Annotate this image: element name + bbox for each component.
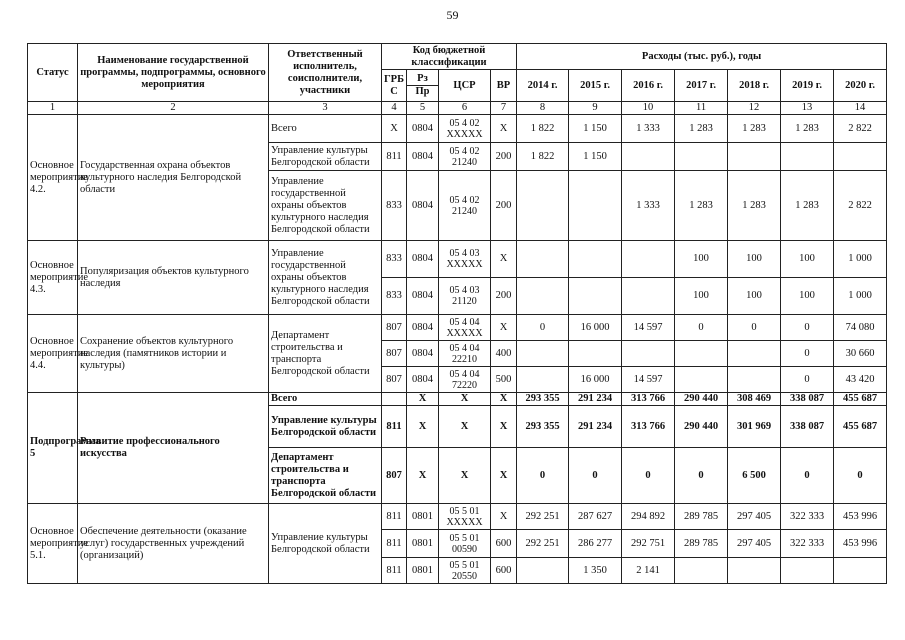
grbs-cell: 833 xyxy=(382,241,407,278)
value-cell xyxy=(728,367,781,393)
value-cell xyxy=(569,341,622,367)
measure-name: Развитие профессионального искусства xyxy=(78,393,269,504)
responsible-cell: Управление государственной охраны объектов культурного наследия Белгородской области xyxy=(269,171,382,241)
value-cell: 455 687 xyxy=(834,406,887,448)
value-cell: 338 087 xyxy=(781,393,834,406)
value-cell xyxy=(675,341,728,367)
header-year: 2016 г. xyxy=(622,70,675,102)
budget-table xyxy=(27,43,887,584)
value-cell: 1 283 xyxy=(728,115,781,143)
grbs-cell: 811 xyxy=(382,558,407,584)
value-cell: 1 283 xyxy=(675,115,728,143)
responsible-cell: Управление культуры Белгородской области xyxy=(269,406,382,448)
value-cell: 322 333 xyxy=(781,530,834,558)
value-cell xyxy=(675,367,728,393)
value-cell: 287 627 xyxy=(569,504,622,530)
value-cell xyxy=(569,278,622,315)
vr-cell: X xyxy=(491,315,517,341)
column-number: 1 xyxy=(28,102,78,115)
csr-cell: X xyxy=(439,406,491,448)
value-cell: 290 440 xyxy=(675,406,728,448)
csr-cell: 05 4 04 XXXXX xyxy=(439,315,491,341)
rz-cell: 0801 xyxy=(407,530,439,558)
column-number: 10 xyxy=(622,102,675,115)
column-number: 2 xyxy=(78,102,269,115)
vr-cell: 600 xyxy=(491,530,517,558)
value-cell: 301 969 xyxy=(728,406,781,448)
grbs-cell: 833 xyxy=(382,278,407,315)
value-cell: 0 xyxy=(834,448,887,504)
value-cell: 338 087 xyxy=(781,406,834,448)
vr-cell: X xyxy=(491,115,517,143)
value-cell xyxy=(517,558,569,584)
grbs-cell xyxy=(382,393,407,406)
value-cell xyxy=(569,241,622,278)
value-cell: 289 785 xyxy=(675,504,728,530)
value-cell xyxy=(834,143,887,171)
value-cell xyxy=(622,241,675,278)
responsible-cell: Управление культуры Белгородской области xyxy=(269,143,382,171)
grbs-cell: 811 xyxy=(382,504,407,530)
grbs-cell: 807 xyxy=(382,341,407,367)
value-cell: 313 766 xyxy=(622,393,675,406)
value-cell: 455 687 xyxy=(834,393,887,406)
value-cell: 43 420 xyxy=(834,367,887,393)
column-number-row xyxy=(28,102,887,115)
vr-cell: X xyxy=(491,448,517,504)
value-cell: 0 xyxy=(781,341,834,367)
header-rz: Рз Пр xyxy=(407,70,439,102)
value-cell xyxy=(517,341,569,367)
value-cell: 1 000 xyxy=(834,278,887,315)
csr-cell: 05 4 04 72220 xyxy=(439,367,491,393)
value-cell: 14 597 xyxy=(622,315,675,341)
header-expenses: Расходы (тыс. руб.), годы xyxy=(517,44,887,70)
csr-cell: 05 4 03 XXXXX xyxy=(439,241,491,278)
column-number: 8 xyxy=(517,102,569,115)
csr-cell: X xyxy=(439,448,491,504)
column-number: 13 xyxy=(781,102,834,115)
header-year: 2015 г. xyxy=(569,70,622,102)
grbs-cell: X xyxy=(382,115,407,143)
value-cell: 0 xyxy=(675,448,728,504)
column-number: 9 xyxy=(569,102,622,115)
value-cell: 297 405 xyxy=(728,530,781,558)
vr-cell: 600 xyxy=(491,558,517,584)
header-year: 2017 г. xyxy=(675,70,728,102)
value-cell: 0 xyxy=(517,315,569,341)
grbs-cell: 811 xyxy=(382,406,407,448)
measure-name: Государственная охрана объектов культурного наследия Белгородской области xyxy=(78,115,269,241)
header-responsible: Ответственный исполнитель, соисполнители, участники xyxy=(269,44,382,102)
csr-cell: 05 5 01 XXXXX xyxy=(439,504,491,530)
value-cell: 293 355 xyxy=(517,406,569,448)
csr-cell: 05 4 02 21240 xyxy=(439,143,491,171)
value-cell xyxy=(675,558,728,584)
value-cell xyxy=(622,143,675,171)
value-cell: 1 150 xyxy=(569,143,622,171)
value-cell: 293 355 xyxy=(517,393,569,406)
rz-cell: X xyxy=(407,406,439,448)
rz-cell: 0804 xyxy=(407,367,439,393)
value-cell: 2 141 xyxy=(622,558,675,584)
value-cell: 74 080 xyxy=(834,315,887,341)
value-cell: 1 000 xyxy=(834,241,887,278)
column-number: 7 xyxy=(491,102,517,115)
vr-cell: X xyxy=(491,241,517,278)
header-status: Статус xyxy=(28,44,78,102)
value-cell: 1 283 xyxy=(675,171,728,241)
status-cell: Основное мероприятие 5.1. xyxy=(28,504,78,584)
value-cell: 292 751 xyxy=(622,530,675,558)
value-cell: 100 xyxy=(728,241,781,278)
header-name: Наименование государственной программы, подпрограммы, основного мероприятия xyxy=(78,44,269,102)
value-cell xyxy=(517,367,569,393)
value-cell xyxy=(517,171,569,241)
column-number: 5 xyxy=(407,102,439,115)
value-cell xyxy=(622,278,675,315)
rz-cell: 0801 xyxy=(407,504,439,530)
value-cell: 313 766 xyxy=(622,406,675,448)
measure-name: Популяризация объектов культурного наследия xyxy=(78,241,269,315)
value-cell xyxy=(517,241,569,278)
vr-cell: X xyxy=(491,406,517,448)
grbs-cell: 807 xyxy=(382,367,407,393)
responsible-cell: Всего xyxy=(269,393,382,406)
value-cell: 100 xyxy=(675,241,728,278)
value-cell: 100 xyxy=(675,278,728,315)
responsible-cell: Департамент строительства и транспорта Белгородской области xyxy=(269,448,382,504)
grbs-cell: 811 xyxy=(382,143,407,171)
rz-cell: 0804 xyxy=(407,278,439,315)
vr-cell: 200 xyxy=(491,171,517,241)
value-cell: 289 785 xyxy=(675,530,728,558)
value-cell: 453 996 xyxy=(834,504,887,530)
vr-cell: 400 xyxy=(491,341,517,367)
value-cell: 0 xyxy=(622,448,675,504)
rz-cell: 0804 xyxy=(407,341,439,367)
value-cell xyxy=(675,143,728,171)
header-csr: ЦСР xyxy=(439,70,491,102)
value-cell: 292 251 xyxy=(517,530,569,558)
csr-cell: 05 4 02 XXXXX xyxy=(439,115,491,143)
value-cell: 0 xyxy=(781,315,834,341)
value-cell: 292 251 xyxy=(517,504,569,530)
column-number: 4 xyxy=(382,102,407,115)
value-cell: 1 283 xyxy=(781,171,834,241)
value-cell: 0 xyxy=(781,448,834,504)
vr-cell: X xyxy=(491,504,517,530)
status-cell: Подпрограмма 5 xyxy=(28,393,78,504)
value-cell xyxy=(781,143,834,171)
value-cell: 1 333 xyxy=(622,171,675,241)
responsible-cell: Управление государственной охраны объектов культурного наследия Белгородской области xyxy=(269,241,382,315)
value-cell xyxy=(517,278,569,315)
value-cell: 291 234 xyxy=(569,393,622,406)
value-cell: 1 822 xyxy=(517,115,569,143)
responsible-cell: Департамент строительства и транспорта Белгородской области xyxy=(269,315,382,393)
vr-cell: X xyxy=(491,393,517,406)
rz-cell: X xyxy=(407,448,439,504)
responsible-cell: Всего xyxy=(269,115,382,143)
value-cell xyxy=(622,341,675,367)
rz-cell: X xyxy=(407,393,439,406)
value-cell: 290 440 xyxy=(675,393,728,406)
value-cell: 30 660 xyxy=(834,341,887,367)
csr-cell: X xyxy=(439,393,491,406)
value-cell xyxy=(569,171,622,241)
header-year: 2020 г. xyxy=(834,70,887,102)
value-cell: 294 892 xyxy=(622,504,675,530)
header-year: 2018 г. xyxy=(728,70,781,102)
column-number: 3 xyxy=(269,102,382,115)
status-cell: Основное мероприятие 4.2. xyxy=(28,115,78,241)
value-cell: 2 822 xyxy=(834,171,887,241)
value-cell: 322 333 xyxy=(781,504,834,530)
value-cell: 1 150 xyxy=(569,115,622,143)
value-cell: 453 996 xyxy=(834,530,887,558)
value-cell: 286 277 xyxy=(569,530,622,558)
csr-cell: 05 4 02 21240 xyxy=(439,171,491,241)
status-cell: Основное мероприятие 4.4. xyxy=(28,315,78,393)
rz-cell: 0804 xyxy=(407,115,439,143)
value-cell: 2 822 xyxy=(834,115,887,143)
grbs-cell: 807 xyxy=(382,448,407,504)
grbs-cell: 811 xyxy=(382,530,407,558)
value-cell: 0 xyxy=(517,448,569,504)
rz-cell: 0804 xyxy=(407,143,439,171)
vr-cell: 200 xyxy=(491,278,517,315)
csr-cell: 05 4 04 22210 xyxy=(439,341,491,367)
measure-name: Обеспечение деятельности (оказание услуг) государственных учреждений (организаций) xyxy=(78,504,269,584)
value-cell xyxy=(781,558,834,584)
value-cell: 16 000 xyxy=(569,315,622,341)
header-grbs: ГРБ С xyxy=(382,70,407,102)
value-cell: 16 000 xyxy=(569,367,622,393)
column-number: 6 xyxy=(439,102,491,115)
value-cell: 0 xyxy=(569,448,622,504)
value-cell: 1 350 xyxy=(569,558,622,584)
value-cell xyxy=(728,143,781,171)
page-number: 59 xyxy=(446,8,459,22)
grbs-cell: 833 xyxy=(382,171,407,241)
value-cell: 100 xyxy=(728,278,781,315)
value-cell: 6 500 xyxy=(728,448,781,504)
header-year: 2019 г. xyxy=(781,70,834,102)
value-cell: 100 xyxy=(781,278,834,315)
value-cell: 291 234 xyxy=(569,406,622,448)
value-cell: 1 822 xyxy=(517,143,569,171)
status-cell: Основное мероприятие 4.3. xyxy=(28,241,78,315)
value-cell: 100 xyxy=(781,241,834,278)
vr-cell: 500 xyxy=(491,367,517,393)
header-vr: ВР xyxy=(491,70,517,102)
value-cell: 1 283 xyxy=(781,115,834,143)
value-cell: 0 xyxy=(781,367,834,393)
value-cell: 1 333 xyxy=(622,115,675,143)
measure-name: Сохранение объектов культурного наследия (памятников истории и культуры) xyxy=(78,315,269,393)
grbs-cell: 807 xyxy=(382,315,407,341)
csr-cell: 05 5 01 20550 xyxy=(439,558,491,584)
value-cell: 0 xyxy=(728,315,781,341)
value-cell: 297 405 xyxy=(728,504,781,530)
value-cell: 0 xyxy=(675,315,728,341)
rz-cell: 0804 xyxy=(407,315,439,341)
rz-cell: 0804 xyxy=(407,241,439,278)
value-cell xyxy=(834,558,887,584)
column-number: 14 xyxy=(834,102,887,115)
vr-cell: 200 xyxy=(491,143,517,171)
column-number: 12 xyxy=(728,102,781,115)
rz-cell: 0801 xyxy=(407,558,439,584)
csr-cell: 05 5 01 00590 xyxy=(439,530,491,558)
rz-cell: 0804 xyxy=(407,171,439,241)
responsible-cell: Управление культуры Белгородской области xyxy=(269,504,382,584)
header-budget-code: Код бюджетной классификации xyxy=(382,44,517,70)
column-number: 11 xyxy=(675,102,728,115)
value-cell: 14 597 xyxy=(622,367,675,393)
value-cell: 308 469 xyxy=(728,393,781,406)
header-year: 2014 г. xyxy=(517,70,569,102)
value-cell: 1 283 xyxy=(728,171,781,241)
value-cell xyxy=(728,341,781,367)
value-cell xyxy=(728,558,781,584)
csr-cell: 05 4 03 21120 xyxy=(439,278,491,315)
